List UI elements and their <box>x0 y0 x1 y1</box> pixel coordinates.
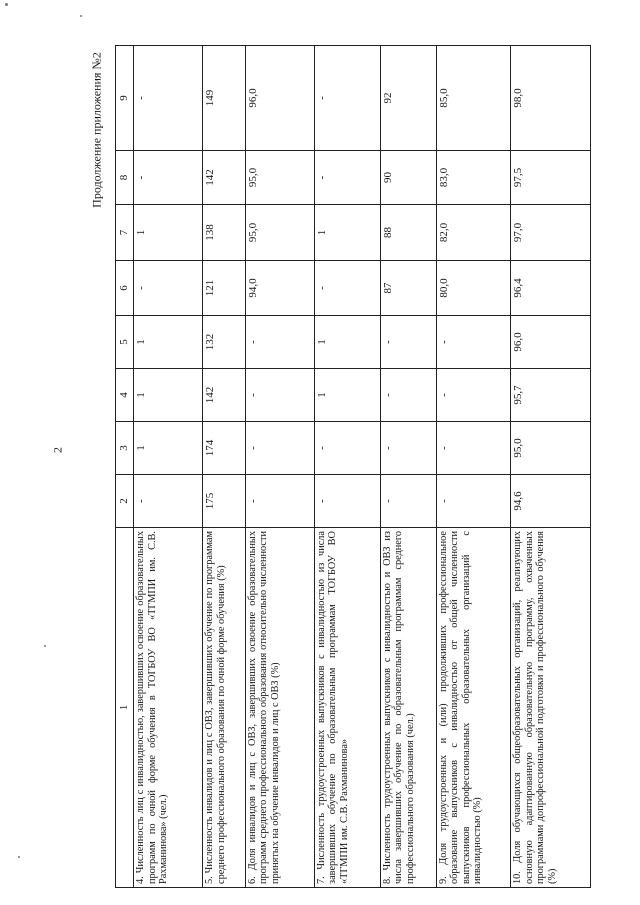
value-cell: 95,7 <box>511 369 591 422</box>
scan-speck <box>18 856 20 858</box>
value-cell: 1 <box>134 316 203 369</box>
value-cell: 82,0 <box>436 205 510 261</box>
scan-speck <box>5 3 8 6</box>
indicator-label: 4. Численность лиц с инвалидностью, завершивших освоение образовательных программ по очной форме обучения в ТОГБОУ ВО «ТГМПИ им. С.В. Рахманинова» (чел.) <box>134 528 203 888</box>
value-cell: 95,0 <box>245 205 314 261</box>
value-cell: 1 <box>134 422 203 475</box>
header-cell: 1 <box>116 528 134 888</box>
value-cell: 88 <box>380 205 436 261</box>
value-cell: - <box>245 475 314 528</box>
indicator-label: 8. Численность трудоустроенных выпускников с инвалидностью и ОВЗ из числа завершивших обучение по образовательным программам среднего профессионального образования (чел.) <box>380 528 436 888</box>
value-cell: - <box>134 46 203 151</box>
value-cell: - <box>436 475 510 528</box>
value-cell: - <box>380 369 436 422</box>
value-cell: - <box>134 151 203 205</box>
scan-speck <box>80 15 82 17</box>
value-cell: 1 <box>314 369 380 422</box>
value-cell: 80,0 <box>436 261 510 316</box>
value-cell: 83,0 <box>436 151 510 205</box>
value-cell: 90 <box>380 151 436 205</box>
value-cell: 1 <box>314 316 380 369</box>
header-cell: 9 <box>116 46 134 151</box>
value-cell: 1 <box>314 205 380 261</box>
indicator-label: 7. Численность трудоустроенных выпускников с инвалидностью из числа завершивших обучение по образовательным программам ТОГБОУ ВО «ТГМПИ им. С.В. Рахманинова» <box>314 528 380 888</box>
value-cell: 132 <box>203 316 246 369</box>
page-number: 2 <box>50 447 65 453</box>
value-cell: 94,6 <box>511 475 591 528</box>
value-cell: 95,0 <box>245 151 314 205</box>
value-cell: 175 <box>203 475 246 528</box>
indicator-label: 6. Доля инвалидов и лиц с ОВЗ, завершивших освоение образовательных программ среднего профессионального образования относительно численности принятых на обучение инвалидов и лиц с ОВЗ (%) <box>245 528 314 888</box>
value-cell: 138 <box>203 205 246 261</box>
value-cell: - <box>314 475 380 528</box>
value-cell: - <box>245 422 314 475</box>
value-cell: - <box>245 316 314 369</box>
value-cell: 94,0 <box>245 261 314 316</box>
table-row <box>436 46 510 888</box>
value-cell: 96,0 <box>245 46 314 151</box>
indicators-table <box>115 45 591 888</box>
header-cell: 3 <box>116 422 134 475</box>
value-cell: 85,0 <box>436 46 510 151</box>
value-cell: - <box>134 261 203 316</box>
value-cell: 95,0 <box>511 422 591 475</box>
header-cell: 7 <box>116 205 134 261</box>
indicator-label: 10. Доля обучающихся общеобразовательных организаций, реализующих основную адаптированную образовательную программу, охваченных программами допрофессиональной подготовки и профессионального обучения (%) <box>511 528 591 888</box>
value-cell: 1 <box>134 205 203 261</box>
value-cell: 92 <box>380 46 436 151</box>
value-cell: 174 <box>203 422 246 475</box>
indicator-label: 5. Численность инвалидов и лиц с ОВЗ, завершивших обучение по программам среднего профессионального образования по очной форме обучения (%) <box>203 528 246 888</box>
value-cell: - <box>436 422 510 475</box>
value-cell: 96,0 <box>511 316 591 369</box>
value-cell: - <box>245 369 314 422</box>
value-cell: 98,0 <box>511 46 591 151</box>
value-cell: - <box>380 475 436 528</box>
value-cell: - <box>436 369 510 422</box>
value-cell: - <box>314 422 380 475</box>
table-row <box>511 46 591 888</box>
value-cell: - <box>314 151 380 205</box>
header-row <box>116 46 134 888</box>
value-cell: 121 <box>203 261 246 316</box>
value-cell: 96,4 <box>511 261 591 316</box>
header-cell: 6 <box>116 261 134 316</box>
value-cell: 1 <box>134 369 203 422</box>
value-cell: - <box>380 422 436 475</box>
header-cell: 8 <box>116 151 134 205</box>
appendix-caption: Продолжение приложения №2 <box>89 52 104 208</box>
value-cell: 87 <box>380 261 436 316</box>
value-cell: 97,5 <box>511 151 591 205</box>
table-row <box>245 46 314 888</box>
value-cell: - <box>436 316 510 369</box>
value-cell: - <box>134 475 203 528</box>
value-cell: 142 <box>203 369 246 422</box>
rotated-table-wrapper <box>115 46 591 888</box>
value-cell: - <box>380 316 436 369</box>
value-cell: - <box>314 261 380 316</box>
table-row <box>203 46 246 888</box>
table-row <box>380 46 436 888</box>
value-cell: 142 <box>203 151 246 205</box>
indicator-label: 9. Доля трудоустроенных и (или) продолживших профессиональное образование выпускников с инвалидностью от общей численности выпускников профессиональных образовательных организаций с инвалидностью (%) <box>436 528 510 888</box>
header-cell: 2 <box>116 475 134 528</box>
header-cell: 5 <box>116 316 134 369</box>
value-cell: - <box>314 46 380 151</box>
scan-speck <box>44 645 46 647</box>
header-cell: 4 <box>116 369 134 422</box>
value-cell: 149 <box>203 46 246 151</box>
value-cell: 97,0 <box>511 205 591 261</box>
table-row <box>134 46 203 888</box>
table-row <box>314 46 380 888</box>
